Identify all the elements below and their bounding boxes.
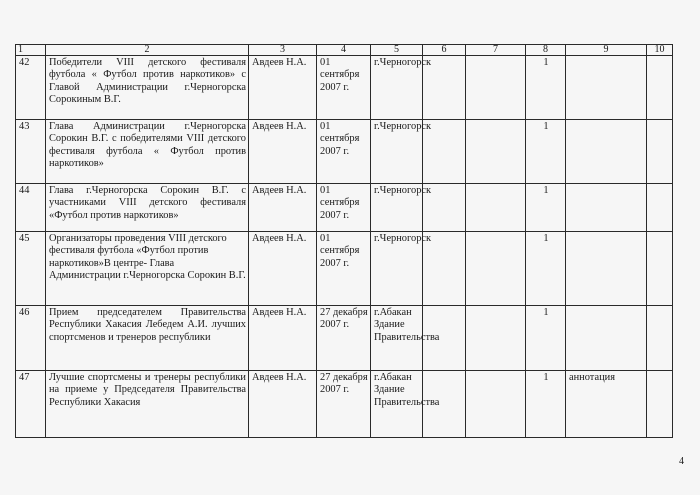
place-cell: г.Черногорск: [371, 184, 423, 232]
photo-description: Победители VIII детского фестиваля футбола « Футбол против наркотиков» с Главой Администрации г.Черногорска Сорокиным В.Г.: [46, 56, 249, 120]
photo-description: Лучшие спортсмены и тренеры республики на приеме у Председателя Правительства Республики Хакасия: [46, 371, 249, 438]
col10-cell: [647, 306, 673, 371]
table-row: [16, 232, 673, 306]
date-cell: 01 сентября 2007 г.: [317, 232, 371, 306]
author-cell: Авдеев Н.А.: [249, 56, 317, 120]
col7-cell: [466, 306, 526, 371]
table-row: [16, 56, 673, 120]
header-cell: 10: [647, 45, 673, 56]
header-cell: 9: [566, 45, 647, 56]
note-cell: [566, 306, 647, 371]
header-cell: 4: [317, 45, 371, 56]
note-cell: аннотация: [566, 371, 647, 438]
table-row: [16, 306, 673, 371]
page-number: 4: [679, 456, 684, 467]
col10-cell: [647, 232, 673, 306]
note-cell: [566, 232, 647, 306]
count-cell: 1: [526, 232, 566, 306]
header-cell: 3: [249, 45, 317, 56]
place-cell: г.Черногорск: [371, 232, 423, 306]
row-number: 46: [16, 306, 46, 371]
date-cell: 27 декабря 2007 г.: [317, 306, 371, 371]
col10-cell: [647, 184, 673, 232]
note-cell: [566, 184, 647, 232]
photo-description: Глава г.Черногорска Сорокин В.Г. с участниками VIII детского фестиваля «Футбол против наркотиков»: [46, 184, 249, 232]
author-cell: Авдеев Н.А.: [249, 306, 317, 371]
date-cell: 01 сентября 2007 г.: [317, 184, 371, 232]
header-cell: 8: [526, 45, 566, 56]
header-cell: 1: [16, 45, 46, 56]
date-cell: 01 сентября 2007 г.: [317, 120, 371, 184]
col7-cell: [466, 232, 526, 306]
col7-cell: [466, 120, 526, 184]
photo-catalog-table: [15, 44, 673, 438]
col10-cell: [647, 56, 673, 120]
place-cell: г.Черногорск: [371, 120, 423, 184]
author-cell: Авдеев Н.А.: [249, 232, 317, 306]
row-number: 43: [16, 120, 46, 184]
count-cell: 1: [526, 306, 566, 371]
col10-cell: [647, 371, 673, 438]
header-row: [16, 45, 673, 56]
row-number: 45: [16, 232, 46, 306]
place-cell: г.Абакан Здание Правительства: [371, 306, 423, 371]
date-cell: 01 сентября 2007 г.: [317, 56, 371, 120]
author-cell: Авдеев Н.А.: [249, 371, 317, 438]
table-row: [16, 120, 673, 184]
photo-description: Глава Администрации г.Черногорска Сорокин В.Г. с победителями VIII детского фестиваля футбола « Футбол против наркотиков»: [46, 120, 249, 184]
author-cell: Авдеев Н.А.: [249, 120, 317, 184]
header-cell: 2: [46, 45, 249, 56]
row-number: 42: [16, 56, 46, 120]
header-cell: 5: [371, 45, 423, 56]
col7-cell: [466, 371, 526, 438]
col10-cell: [647, 120, 673, 184]
date-cell: 27 декабря 2007 г.: [317, 371, 371, 438]
header-cell: 7: [466, 45, 526, 56]
row-number: 44: [16, 184, 46, 232]
table-row: [16, 184, 673, 232]
count-cell: 1: [526, 184, 566, 232]
count-cell: 1: [526, 120, 566, 184]
photo-description: Организаторы проведения VIII детского фестиваля футбола «Футбол против наркотиков»В центре- Глава Администрации г.Черногорска Сорокин В.Г.: [46, 232, 249, 306]
place-cell: г.Черногорск: [371, 56, 423, 120]
row-number: 47: [16, 371, 46, 438]
count-cell: 1: [526, 56, 566, 120]
place-cell: г.Абакан Здание Правительства: [371, 371, 423, 438]
table-row: [16, 371, 673, 438]
note-cell: [566, 120, 647, 184]
author-cell: Авдеев Н.А.: [249, 184, 317, 232]
photo-description: Прием председателем Правительства Республики Хакасия Лебедем А.И. лучших спортсменов и тренеров республики: [46, 306, 249, 371]
col7-cell: [466, 56, 526, 120]
note-cell: [566, 56, 647, 120]
header-cell: 6: [423, 45, 466, 56]
count-cell: 1: [526, 371, 566, 438]
col7-cell: [466, 184, 526, 232]
